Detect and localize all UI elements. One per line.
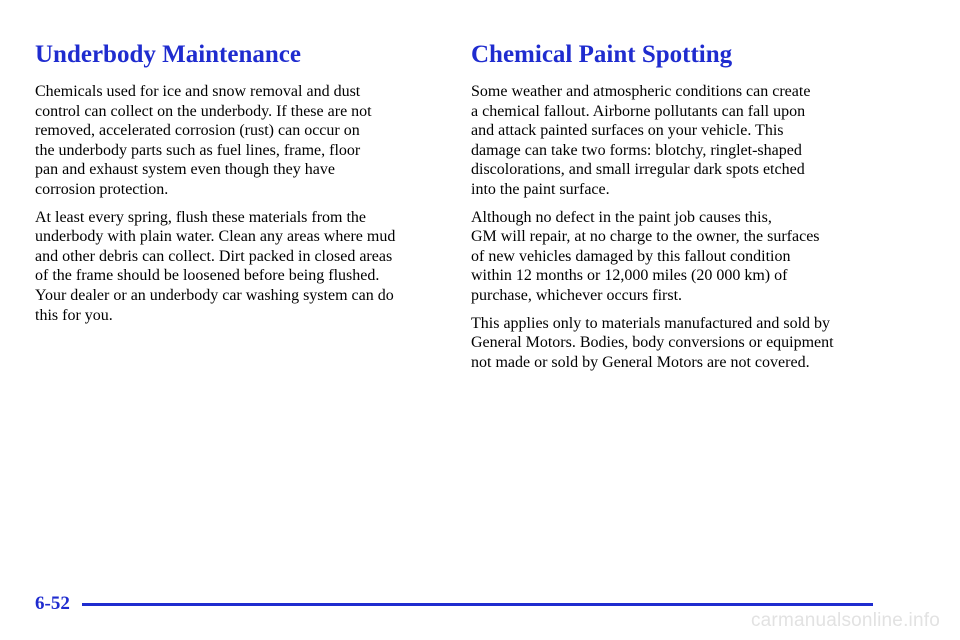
chemical-paint-spotting-heading: Chemical Paint Spotting	[471, 41, 733, 68]
underbody-paragraph-2: At least every spring, flush these materials from the underbody with plain water. Clean any areas where mud and other debris can collect. Dirt packed in closed areas of the frame should be loosened before being flushed. Your dealer or an underbody car washing system can do this for you.	[35, 208, 396, 324]
right-column	[471, 38, 891, 380]
paint-spotting-paragraph-3: This applies only to materials manufactured and sold by General Motors. Bodies, body conversions or equipment not made or sold by General Motors are not covered.	[471, 314, 834, 371]
watermark-text: carmanualsonline.info	[750, 610, 940, 631]
left-column	[35, 38, 445, 333]
footer-rule	[82, 603, 873, 606]
page-number: 6-52	[35, 593, 70, 614]
underbody-maintenance-heading: Underbody Maintenance	[35, 41, 301, 68]
paint-spotting-paragraph-1: Some weather and atmospheric conditions can create a chemical fallout. Airborne pollutants can fall upon and attack painted surfaces on your vehicle. This damage can take two forms: blotchy, ringlet-shaped discolorations, and small irregular dark spots etched into the paint surface.	[471, 83, 811, 198]
paint-spotting-paragraph-2: Although no defect in the paint job causes this, GM will repair, at no charge to the owner, the surfaces of new vehicles damaged by this fallout condition within 12 months or 12,000 miles (20 000 km) of purchase, whichever occurs first.	[471, 208, 820, 304]
underbody-paragraph-1: Chemicals used for ice and snow removal and dust control can collect on the underbody. If these are not removed, accelerated corrosion (rust) can occur on the underbody parts such as fuel lines, frame, floor pan and exhaust system even though they have corrosion protection.	[35, 83, 372, 198]
